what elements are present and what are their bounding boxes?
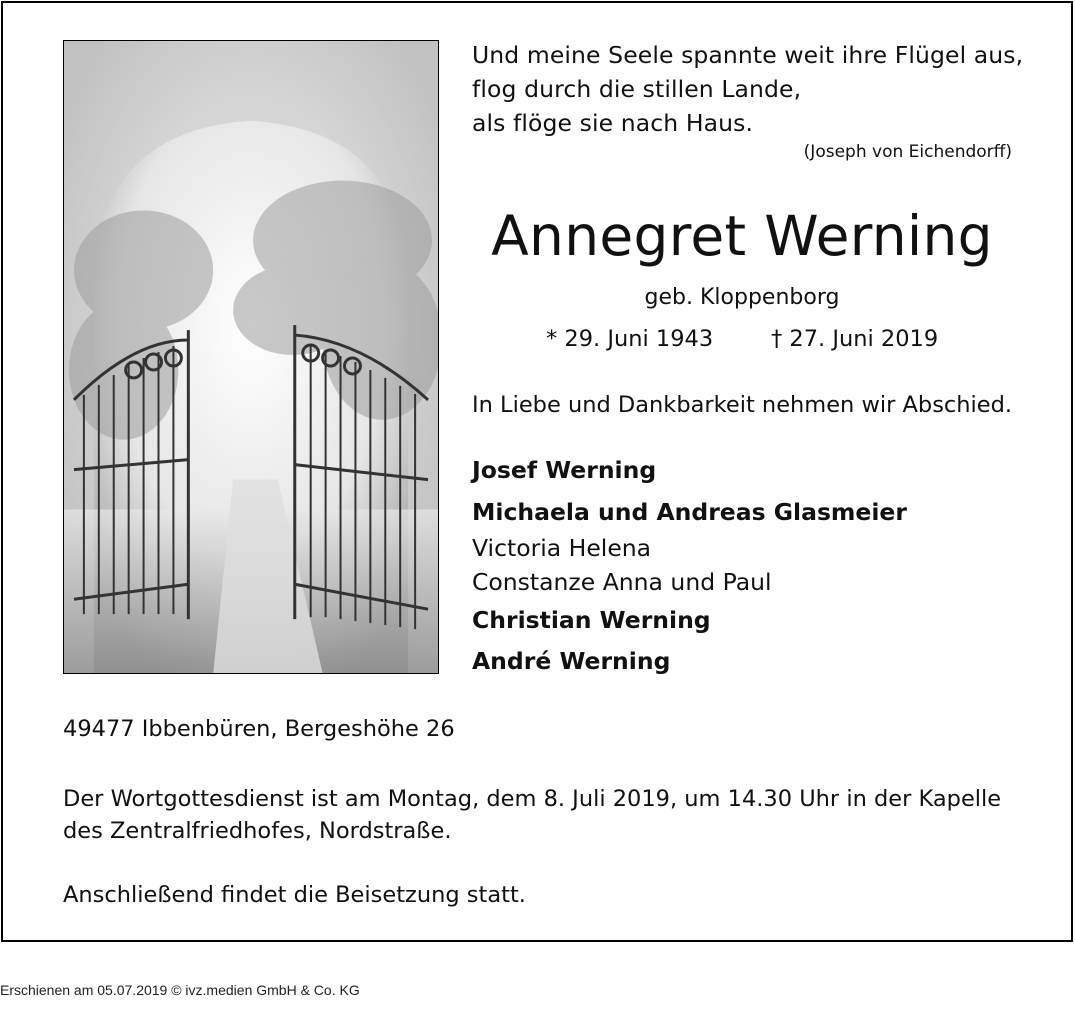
birth-name: geb. Kloppenborg: [644, 285, 840, 310]
poem: [472, 38, 1024, 140]
service-info: Der Wortgottesdienst ist am Montag, dem 8. Juli 2019, um 14.30 Uhr in der Kapelle des Zentralfriedhofes, Nordstraße.: [63, 786, 1002, 844]
poem-line: Und meine Seele spannte weit ihre Flügel aus,: [472, 41, 1024, 69]
birth-date: * 29. Juni 1943: [546, 326, 714, 352]
poem-author: (Joseph von Eichendorff): [803, 142, 1012, 162]
open-iron-gate-photo: [63, 40, 439, 674]
mourner-name: Michaela und Andreas Glasmeier: [472, 498, 907, 526]
burial-info: Anschließend findet die Beisetzung statt.: [63, 882, 526, 908]
poem-line: als flöge sie nach Haus.: [472, 109, 754, 137]
death-date: † 27. Juni 2019: [771, 326, 939, 352]
address: 49477 Ibbenbüren, Bergeshöhe 26: [63, 716, 455, 742]
mourner-name: Constanze Anna und Paul: [472, 568, 772, 596]
gate-illustration: [64, 41, 438, 673]
poem-line: flog durch die stillen Lande,: [472, 75, 802, 103]
publication-footer: Erschienen am 05.07.2019 © ivz.medien GmbH & Co. KG: [0, 982, 360, 998]
mourner-name: Christian Werning: [472, 606, 711, 634]
mourner-name: Josef Werning: [472, 456, 657, 484]
mourner-name: André Werning: [472, 647, 671, 675]
farewell-text: In Liebe und Dankbarkeit nehmen wir Abschied.: [472, 392, 1013, 418]
mourner-name: Victoria Helena: [472, 534, 652, 562]
deceased-name: Annegret Werning: [491, 204, 993, 268]
